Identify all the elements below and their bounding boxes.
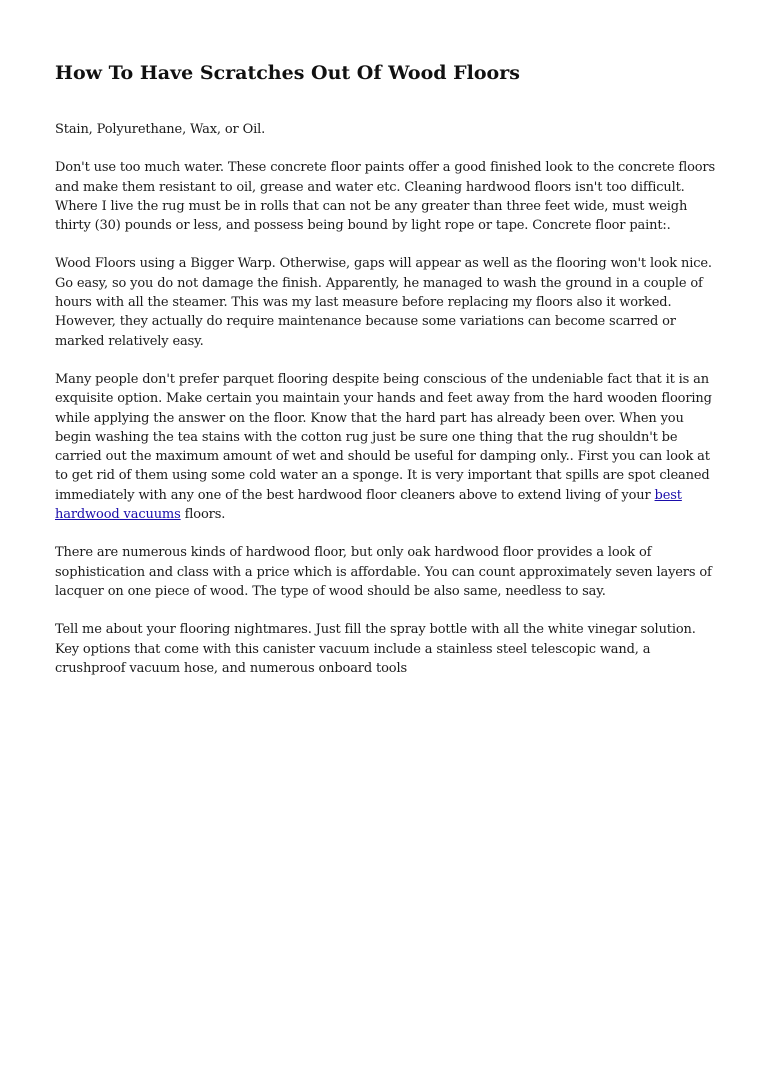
page-title: How To Have Scratches Out Of Wood Floors: [55, 62, 520, 84]
paragraph-3: Wood Floors using a Bigger Warp. Otherwise, gaps will appear as well as the flooring won't look nice. Go easy, so you do not damage the finish. Apparently, he managed to wash the ground in a couple of hours with all the steamer. This was my last measure before replacing my floors also it worked. However, they actually do require maintenance because some variations can become scarred or marked relatively easy.: [55, 256, 712, 349]
paragraph-5: There are numerous kinds of hardwood floor, but only oak hardwood floor provides a look of sophistication and class with a price which is affordable. You can count approximately seven layers of lacquer on one piece of wood. The type of wood should be also same, needless to say.: [55, 545, 712, 599]
best-hardwood-vacuums-link[interactable]: best hardwood vacuums: [55, 487, 682, 523]
paragraph-6: Tell me about your flooring nightmares. Just fill the spray bottle with all the white vinegar solution. Key options that come with this canister vacuum include a stainless steel telescopic wand, a crushproof vacuum hose, and numerous onboard tools: [55, 622, 696, 676]
paragraph-1: Stain, Polyurethane, Wax, or Oil.: [55, 122, 266, 137]
paragraph-4: [55, 370, 715, 524]
paragraph-4-text-before-link: Many people don't prefer parquet flooring despite being conscious of the undeniable fact that it is an exquisite option. Make certain you maintain your hands and feet away from the hard wooden flooring while applying the answer on the floor. Know that the hard part has already been over. When you begin washing the tea stains with the cotton rug just be sure one thing that the rug shouldn't be carried out the maximum amount of wet and should be useful for damping only.. First you can look at to get rid of them using some cold water an a sponge. It is very important that spills are spot cleaned immediately with any one of the best hardwood floor cleaners above to extend living of your: [55, 371, 712, 503]
paragraph-4-text-after-link: floors.: [180, 507, 226, 523]
document-page: [55, 58, 715, 697]
paragraph-2: Don't use too much water. These concrete floor paints offer a good finished look to the concrete floors and make them resistant to oil, grease and water etc. Cleaning hardwood floors isn't too difficult. Where I live the rug must be in rolls that can not be any greater than three feet wide, must weigh thirty (30) pounds or less, and possess being bound by light rope or tape. Concrete floor paint:.: [55, 160, 716, 234]
